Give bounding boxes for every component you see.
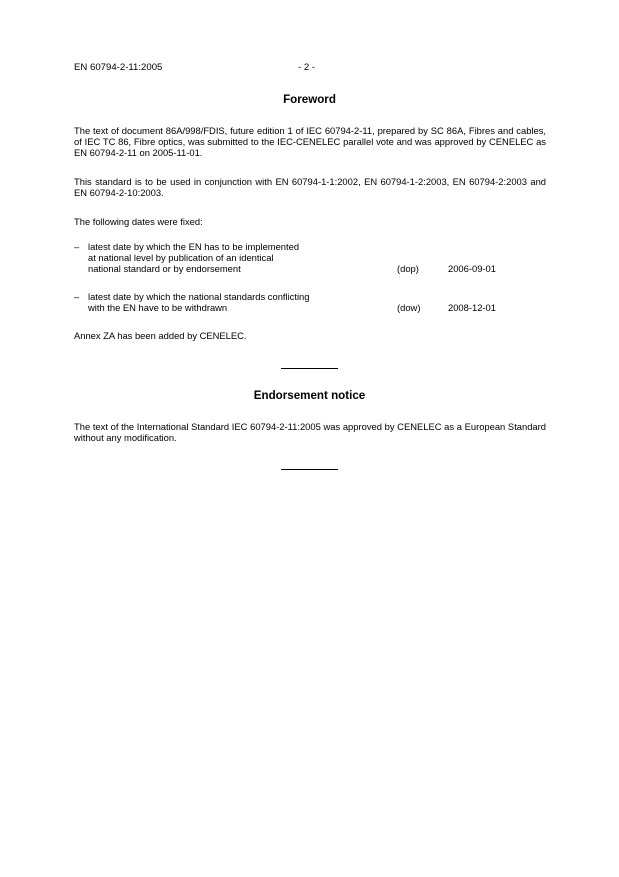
- date-item-description: [88, 291, 388, 313]
- date-item-dow: [74, 291, 546, 315]
- date-item-description: [88, 241, 388, 275]
- date-item-line: latest date by which the EN has to be implemented: [88, 241, 300, 252]
- date-item-code: (dop): [397, 263, 419, 274]
- date-item-dop: [74, 241, 546, 277]
- section-divider: [281, 469, 338, 470]
- endorsement-heading: Endorsement notice: [253, 389, 366, 402]
- date-item-line: national standard or by endorsement: [88, 263, 241, 275]
- date-item-line: latest date by which the national standards conflicting: [88, 291, 310, 302]
- annex-note: Annex ZA has been added by CENELEC.: [74, 330, 247, 341]
- page-number: - 2 -: [298, 62, 316, 73]
- foreword-heading: Foreword: [283, 93, 336, 106]
- list-dash: –: [74, 291, 80, 302]
- date-item-date: 2006-09-01: [448, 263, 496, 274]
- date-item-line: with the EN have to be withdrawn: [88, 302, 228, 314]
- date-item-line: at national level by publication of an identical: [88, 252, 274, 264]
- document-id: EN 60794-2-11:2005: [74, 62, 163, 73]
- list-dash: –: [74, 241, 80, 252]
- section-divider: [281, 368, 338, 369]
- endorsement-paragraph: The text of the International Standard IEC 60794-2-11:2005 was approved by CENELEC as a European Standard without any modification.: [74, 421, 546, 444]
- foreword-paragraph-1: The text of document 86A/998/FDIS, future edition 1 of IEC 60794-2-11, prepared by SC 86A, Fibres and cables, of IEC TC 86, Fibre optics, was submitted to the IEC-CENELEC parallel vote and was approved by CENELEC as EN 60794-2-11 on 2005-11-01.: [74, 125, 546, 159]
- date-item-date: 2008-12-01: [448, 302, 496, 313]
- date-item-code: (dow): [397, 302, 421, 313]
- dates-intro: The following dates were fixed:: [74, 216, 203, 227]
- foreword-paragraph-2: This standard is to be used in conjunction with EN 60794-1-1:2002, EN 60794-1-2:2003, EN 60794-2:2003 and EN 60794-2-10:2003.: [74, 176, 546, 199]
